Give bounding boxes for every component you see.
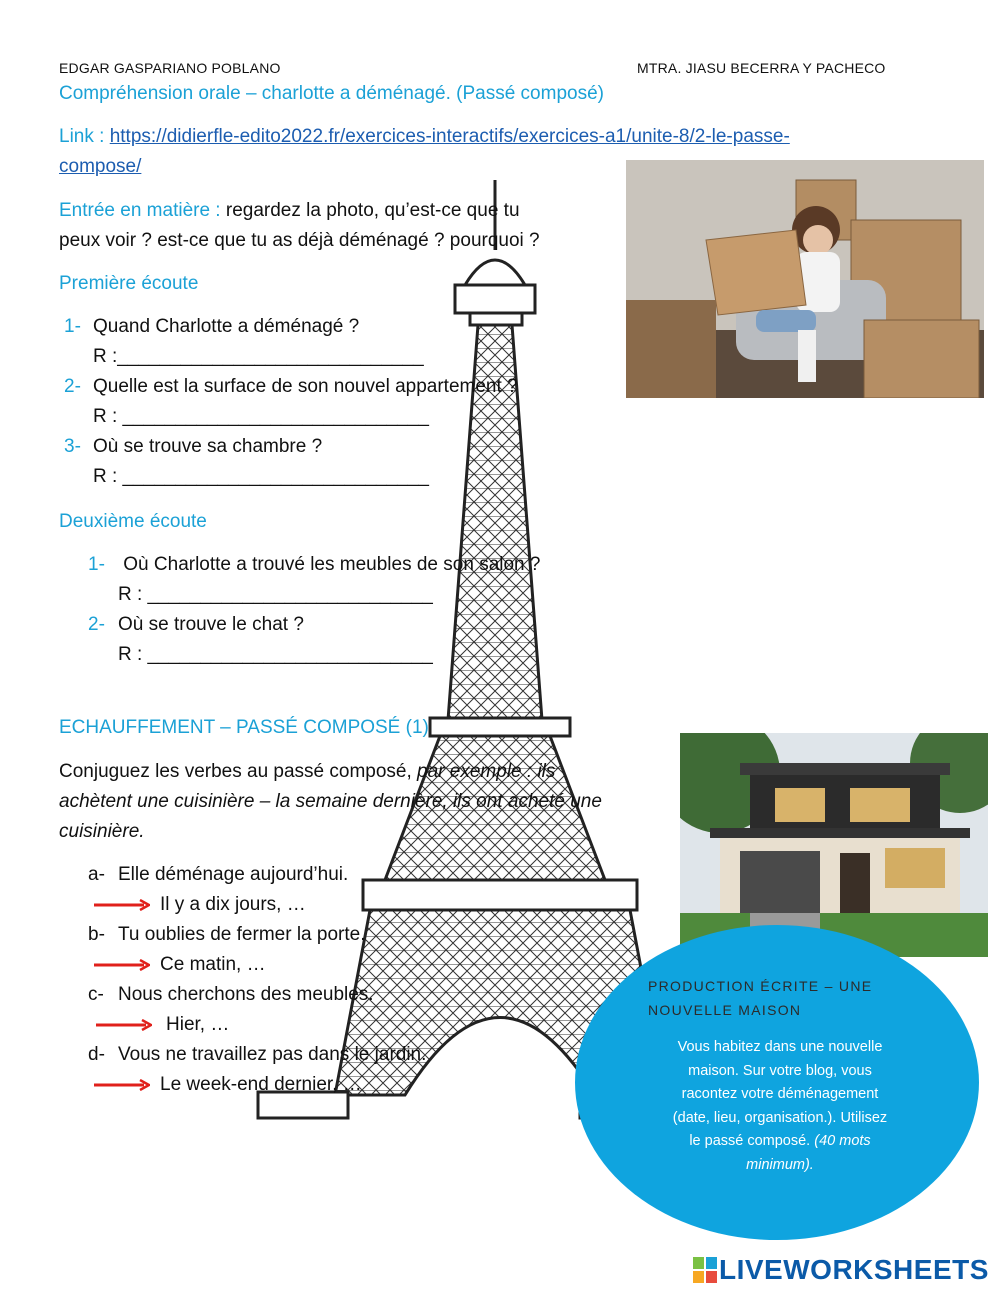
production-text-line-1: Vous habitez dans une nouvelle [677, 1039, 883, 1055]
arrow-right-icon [94, 899, 150, 911]
link-label: Link : [59, 126, 110, 147]
answer-field[interactable]: R : ___________________________ [118, 644, 433, 665]
item-letter: d- [88, 1044, 105, 1065]
answer-field[interactable]: R :_____________________________ [93, 346, 424, 367]
exercise-item [88, 860, 648, 890]
teacher-name: MTRA. JIASU BECERRA Y PACHECO [637, 60, 886, 76]
second-listening-heading: Deuxième écoute [59, 511, 207, 532]
warmup-instructions [59, 757, 669, 847]
exercise-prompt[interactable] [88, 950, 648, 980]
question-number: 2- [88, 614, 105, 635]
warmup-items [88, 860, 648, 1100]
arrow-right-icon [96, 1019, 152, 1031]
prompt-text: Il y a dix jours, … [160, 894, 306, 915]
moving-boxes-photo [626, 160, 984, 398]
answer-field[interactable]: R : ___________________________ [118, 584, 433, 605]
item-text: Elle déménage aujourd’hui. [118, 864, 349, 885]
intro-line-1: regardez la photo, qu’est-ce que tu [225, 200, 520, 221]
production-title-line-2: NOUVELLE MAISON [648, 1002, 802, 1018]
first-listening-questions [64, 312, 624, 492]
exercise-prompt[interactable] [88, 890, 648, 920]
production-text-line-5: le passé composé. [689, 1133, 815, 1149]
modern-house-photo [680, 733, 988, 957]
question-item [64, 432, 624, 462]
exercise-item [88, 920, 648, 950]
liveworksheets-brand[interactable] [693, 1254, 989, 1286]
warmup-example-1: par exemple : ils [417, 761, 556, 782]
second-listening-questions [88, 550, 648, 670]
intro-block [59, 196, 619, 256]
question-text: Où Charlotte a trouvé les meubles de son salon ? [118, 554, 541, 575]
exercise-prompt[interactable] [88, 1010, 648, 1040]
arrow-right-icon [94, 959, 150, 971]
first-listening-heading: Première écoute [59, 273, 199, 294]
production-word-count-2: minimum). [746, 1156, 814, 1173]
production-title-line-1: PRODUCTION ÉCRITE – UNE [648, 978, 873, 994]
question-text: Quelle est la surface de son nouvel appartement ? [93, 376, 518, 397]
question-text: Quand Charlotte a déménagé ? [93, 316, 360, 337]
question-number: 3- [64, 436, 81, 457]
question-number: 1- [64, 316, 81, 337]
warmup-example-2: achètent une cuisinière – la semaine dernière, ils ont acheté une [59, 791, 602, 812]
item-text: Vous ne travaillez pas dans le jardin. [118, 1044, 427, 1065]
exercise-link[interactable]: https://didierfle-edito2022.fr/exercices-interactifs/exercices-a1/unite-8/2-le-passe- [109, 126, 790, 147]
liveworksheets-wordmark: LIVEWORKSHEETS [719, 1254, 989, 1285]
item-text: Tu oublies de fermer la porte. [118, 924, 366, 945]
arrow-right-icon [94, 1079, 150, 1091]
prompt-text: Hier, … [166, 1014, 230, 1035]
question-item [88, 550, 648, 580]
warmup-instruction: Conjuguez les verbes au passé composé, [59, 761, 418, 782]
question-number: 1- [88, 554, 105, 575]
exercise-item [88, 980, 648, 1010]
exercise-link-continued[interactable]: compose/ [59, 156, 142, 177]
question-item [64, 372, 624, 402]
item-letter: b- [88, 924, 105, 945]
answer-field[interactable]: R : _____________________________ [93, 466, 429, 487]
production-title [648, 974, 948, 1022]
item-letter: c- [88, 984, 104, 1005]
question-number: 2- [64, 376, 81, 397]
production-text-line-2: maison. Sur votre blog, vous [688, 1062, 872, 1079]
question-item [88, 610, 648, 640]
exercise-item [88, 1040, 648, 1070]
production-word-count-1: (40 mots [814, 1133, 871, 1149]
item-text: Nous cherchons des meubles. [118, 984, 374, 1005]
question-text: Où se trouve le chat ? [118, 614, 304, 635]
production-instructions [640, 1036, 920, 1177]
question-item [64, 312, 624, 342]
question-text: Où se trouve sa chambre ? [93, 436, 323, 457]
student-name: EDGAR GASPARIANO POBLANO [59, 60, 281, 76]
production-text-line-3: racontez votre déménagement [681, 1086, 879, 1102]
warmup-heading: ECHAUFFEMENT – PASSÉ COMPOSÉ (1) [59, 717, 429, 738]
prompt-text: Ce matin, … [160, 954, 266, 975]
production-text-line-4: (date, lieu, organisation.). Utilisez [672, 1109, 888, 1126]
liveworksheets-logo-icon [693, 1257, 717, 1283]
intro-line-2: peux voir ? est-ce que tu as déjà déménagé ? pourquoi ? [59, 230, 540, 251]
exercise-prompt[interactable] [88, 1070, 648, 1100]
prompt-text: Le week-end dernier, … [160, 1074, 362, 1095]
intro-label: Entrée en matière : [59, 200, 226, 221]
item-letter: a- [88, 864, 105, 885]
warmup-example-3: cuisinière. [59, 821, 145, 842]
page-title: Compréhension orale – charlotte a déménagé. (Passé composé) [59, 83, 604, 104]
answer-field[interactable]: R : _____________________________ [93, 406, 429, 427]
